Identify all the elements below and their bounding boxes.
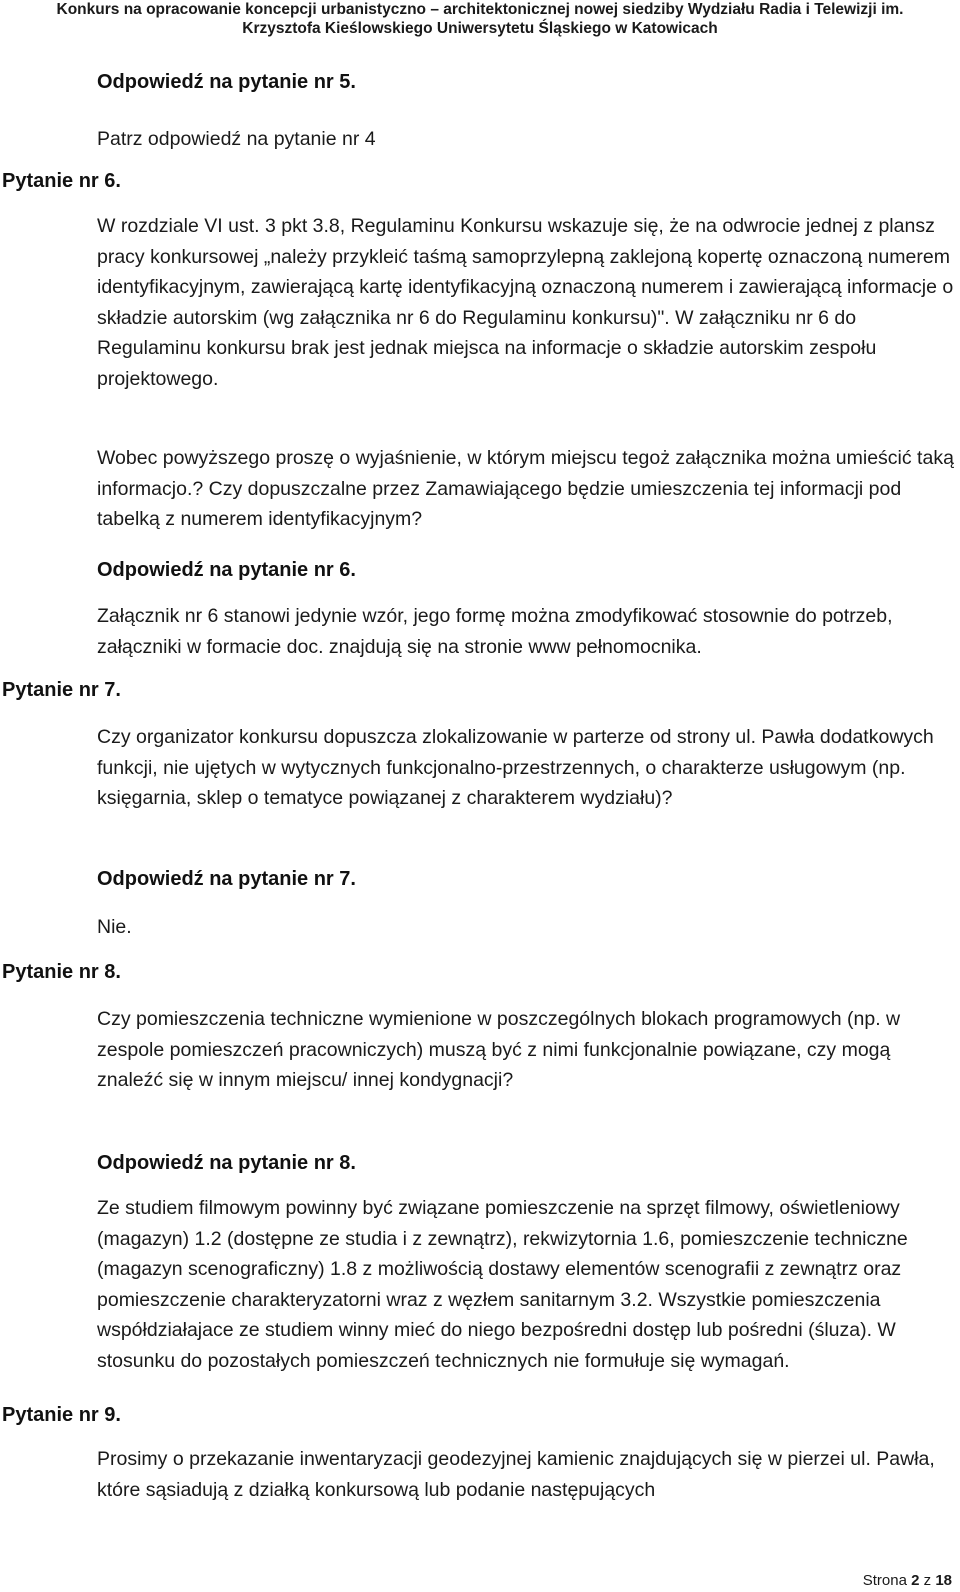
question-6-text-2: Wobec powyższego proszę o wyjaśnienie, w którym miejscu tegoż załącznika można umieścić taką informacjo.? Czy dopuszczalne przez Zamawiającego będzie umieszczenia tej informacji pod tabelką z numerem identyfikacyjnym? [97, 447, 954, 530]
question-6-label: Pytanie nr 6. [2, 170, 121, 192]
question-7-text: Czy organizator konkursu dopuszcza zlokalizowanie w parterze od strony ul. Pawła dodatkowych funkcji, nie ujętych w wytycznych funkcjonalno-przestrzennych, o charakterze usługowym (np. księgarnia, sklep o tematyce powiązanej z charakterem wydziału)? [97, 726, 934, 809]
document-header [0, 0, 960, 38]
page-separator: z [923, 1572, 932, 1589]
question-7-label: Pytanie nr 7. [2, 679, 121, 701]
page-prefix: Strona [862, 1572, 907, 1589]
header-line-2: Krzysztofa Kieślowskiego Uniwersytetu Śląskiego w Katowicach [242, 20, 718, 37]
question-8-label: Pytanie nr 8. [2, 961, 121, 983]
page-number [863, 1572, 952, 1590]
question-9-label: Pytanie nr 9. [2, 1404, 121, 1426]
page-total: 18 [935, 1572, 952, 1589]
answer-7-label: Odpowiedź na pytanie nr 7. [97, 868, 356, 890]
question-6-text-1: W rozdziale VI ust. 3 pkt 3.8, Regulaminu Konkursu wskazuje się, że na odwrocie jednej z plansz pracy konkursowej „należy przykleić taśmą samoprzylepną zaklejoną kopertę oznaczoną numerem identyfikacyjnym, zawierającą kartę identyfikacyjną oznaczoną numerem i zawierającą informacje o składzie autorskim (wg załącznika nr 6 do Regulaminu konkursu)". W załączniku nr 6 do Regulaminu konkursu brak jest jednak miejsca na informacje o składzie autorskim zespołu projektowego. [97, 215, 954, 390]
answer-6-label: Odpowiedź na pytanie nr 6. [97, 559, 356, 581]
answer-5-text: Patrz odpowiedź na pytanie nr 4 [97, 128, 376, 150]
answer-6-text: Załącznik nr 6 stanowi jedynie wzór, jego formę można zmodyfikować stosownie do potrzeb, załączniki w formacie doc. znajdują się na stronie www pełnomocnika. [97, 605, 893, 658]
answer-7-text: Nie. [97, 916, 132, 938]
question-9-text: Prosimy o przekazanie inwentaryzacji geodezyjnej kamienic znajdujących się w pierzei ul. Pawła, które sąsiadują z działką konkursową lub podanie następujących [97, 1448, 935, 1501]
answer-5-label: Odpowiedź na pytanie nr 5. [97, 71, 356, 93]
page-current: 2 [911, 1572, 920, 1589]
answer-8-text: Ze studiem filmowym powinny być związane pomieszczenie na sprzęt filmowy, oświetleniowy (magazyn) 1.2 (dostępne ze studia i z zewnątrz), rekwizytornia 1.6, pomieszczenie techniczne (magazyn scenograficzny) 1.8 z możliwością dostawy elementów scenografii z zewnątrz oraz pomieszczenie charakteryzatorni wraz z węzłem sanitarnym 3.2. Wszystkie pomieszczenia współdziałajace ze studiem winny mieć do niego bezpośredni dostęp lub pośredni (śluza). W stosunku do pozostałych pomieszczeń technicznych nie formułuje się wymagań. [97, 1197, 908, 1372]
question-8-text: Czy pomieszczenia techniczne wymienione w poszczególnych blokach programowych (np. w zespole pomieszczeń pracowniczych) muszą być z nimi funkcjonalnie powiązane, czy mogą znaleźć się w innym miejscu/ innej kondygnacji? [97, 1008, 901, 1091]
header-line-1: Konkurs na opracowanie koncepcji urbanistyczno – architektonicznej nowej siedziby Wydziału Radia i Telewizji im. [56, 1, 904, 18]
answer-8-label: Odpowiedź na pytanie nr 8. [97, 1152, 356, 1174]
